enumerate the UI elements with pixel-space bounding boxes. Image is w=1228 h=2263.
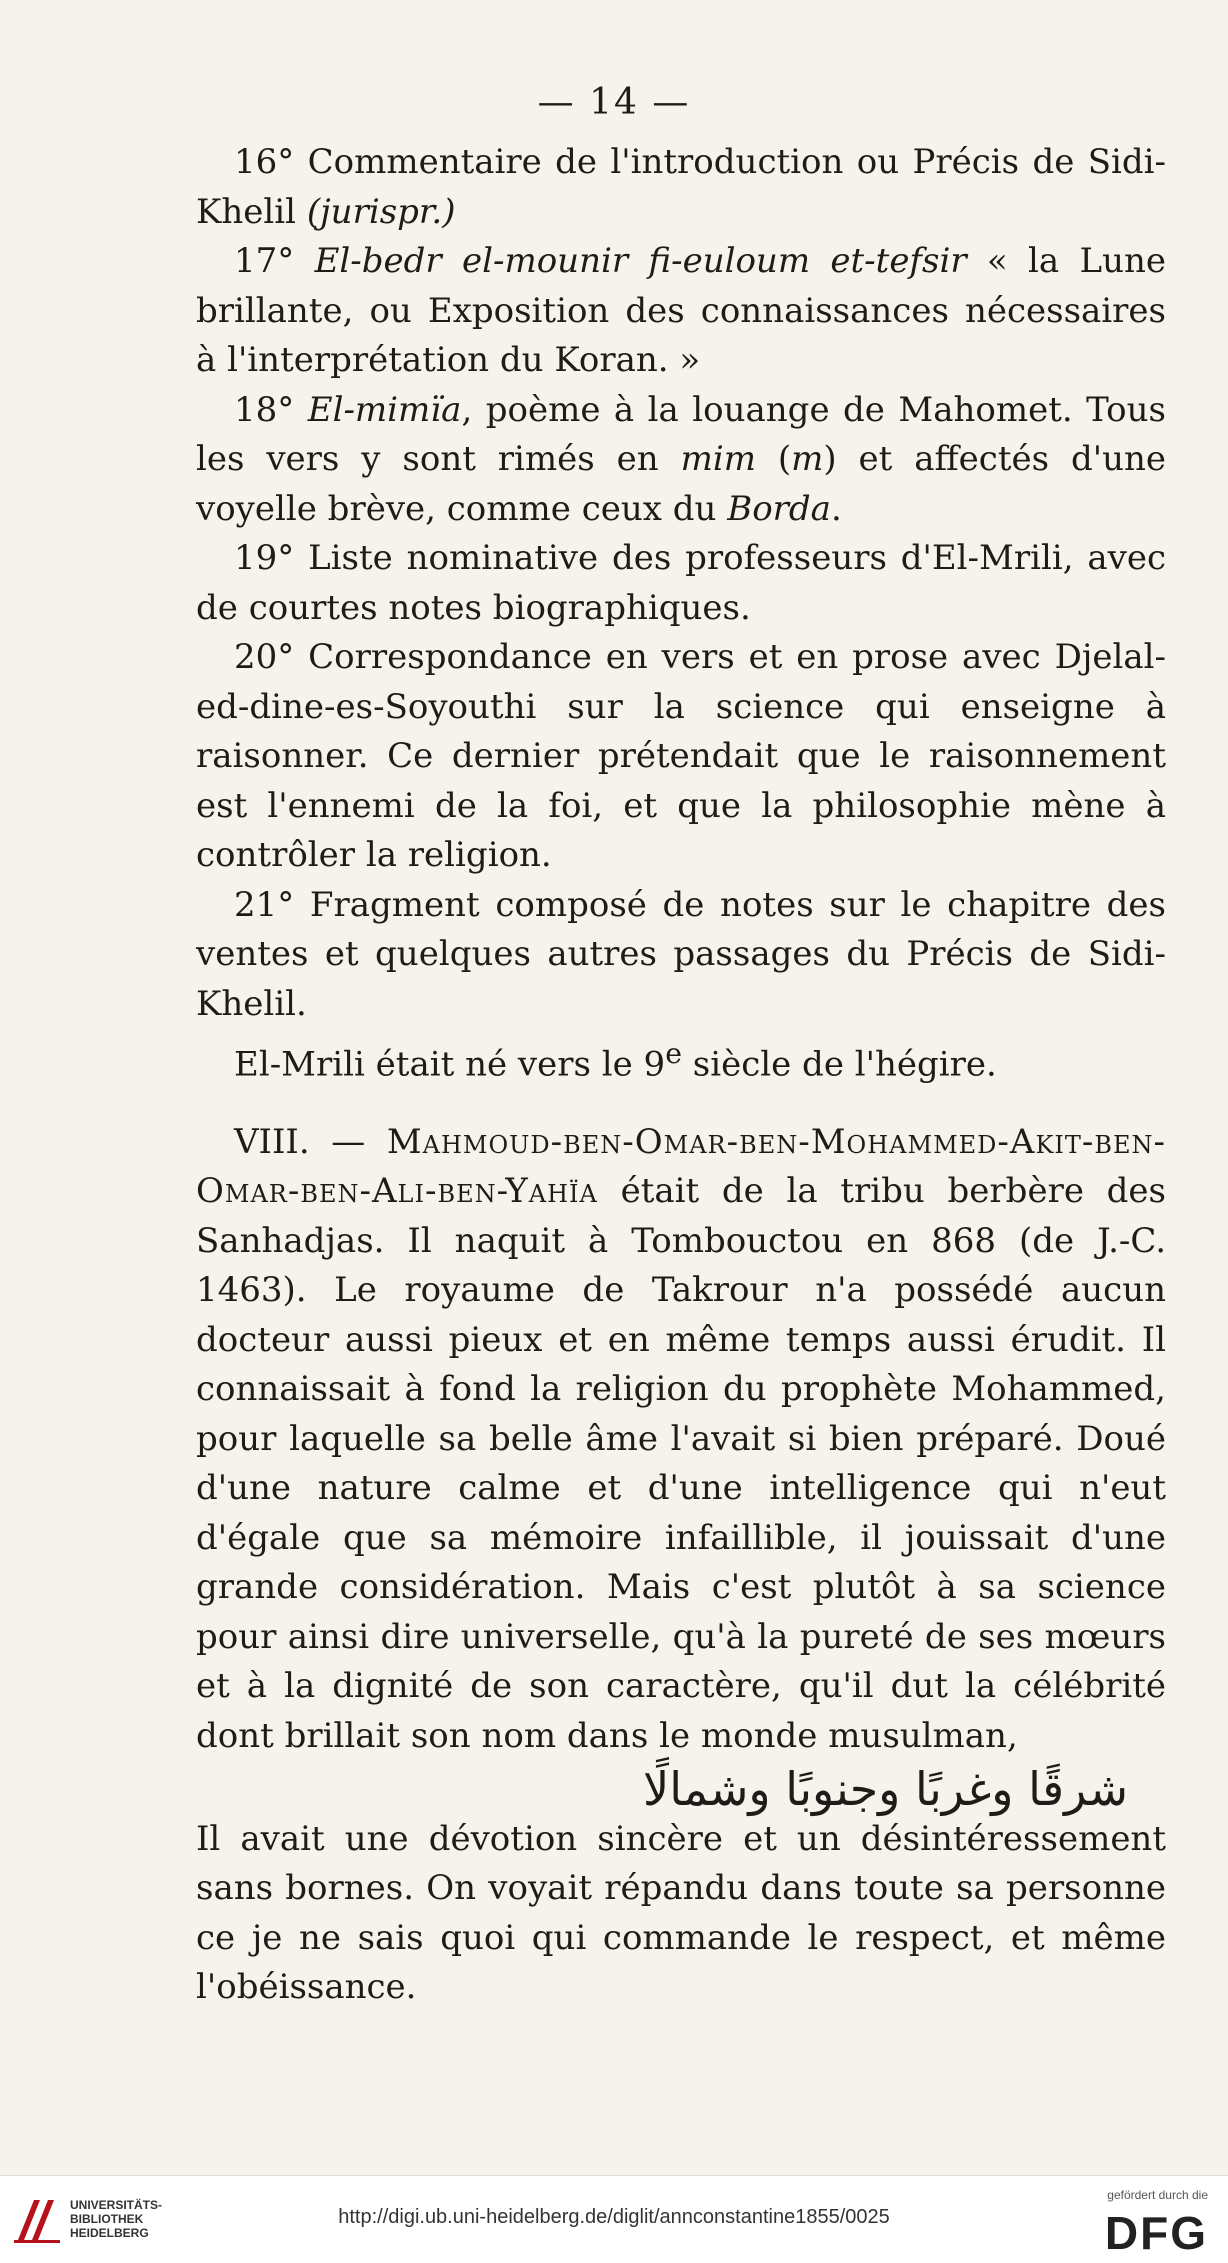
item-number: 21°: [234, 884, 295, 925]
item-text: .: [830, 488, 842, 529]
item-text: Fragment composé de notes sur le chapitre des ventes et quelques autres passages du Précis de Sidi-Khelil.: [196, 884, 1166, 1024]
biography-name: Mahmoud-ben-Omar-ben-Mohammed-Akit-ben-Omar-ben-Ali-ben-Yahïa: [196, 1121, 1166, 1212]
item-text: Correspondance en vers et en prose avec Djelal-ed-dine-es-Soyouthi sur la science qui enseigne à raisonner. Ce dernier prétendait que le raisonnement est l'ennemi de la foi, et que la philosophie mène à contrôler la religion.: [196, 637, 1166, 875]
item-text: (: [755, 439, 792, 479]
list-item-16: [196, 138, 1166, 237]
item-italic: (jurispr.): [306, 191, 456, 232]
item-text: Commentaire de l'introduction ou Précis de Sidi-Khelil: [196, 142, 1166, 232]
birth-note: [196, 1029, 1166, 1090]
section-text: était de la tribu berbère des Sanhadjas. Il naquit à Tombouctou en 868 (de J.-C. 1463). Le royaume de Takrour n'a possédé aucun docteur aussi pieux et en même temps aussi érudit. Il connaissait à fond la religion du prophète Mohammed, pour laquelle sa belle âme l'avait si bien préparé. Doué d'une nature calme et d'une intelligence qui n'eut d'égale que sa mémoire infaillible, il jouissait d'une grande considération. Mais c'est plutôt à sa science pour ainsi dire universelle, qu'à la pureté de ses mœurs et à la dignité de son caractère, qu'il dut la célébrité dont brillait son nom dans le monde musulman,: [196, 1171, 1166, 1756]
item-number: 19°: [234, 538, 295, 578]
page-number: — 14 —: [537, 82, 691, 123]
dfg-logo: DFG: [1104, 2207, 1208, 2259]
institution-line: UNIVERSITÄTS-: [70, 2198, 163, 2212]
list-item-19: [196, 534, 1166, 633]
sponsor-label: gefördert durch die: [1107, 2188, 1208, 2202]
item-number: 18°: [234, 389, 295, 430]
item-number: 20°: [234, 637, 295, 677]
section-dash: —: [309, 1121, 387, 1162]
item-text: El-Mrili était né vers le 9: [234, 1044, 666, 1085]
section-text: Il avait une dévotion sincère et un désintéressement sans bornes. On voyait répandu dans toute sa personne ce je ne sais quoi qui commande le respect, et même l'obéissance.: [196, 1818, 1166, 2008]
item-text: ) et affectés d'une voyelle brève, comme ceux du: [196, 439, 1166, 529]
section-viii: [196, 1118, 1166, 1817]
list-item-18: [196, 386, 1166, 535]
list-item-20: [196, 633, 1166, 881]
list-item-17: [196, 237, 1166, 386]
item-text: siècle de l'hégire.: [681, 1044, 997, 1085]
list-item-21: [196, 881, 1166, 1030]
item-text: Liste nominative des professeurs d'El-Mrili, avec de courtes notes biographiques.: [196, 538, 1166, 628]
section-viii-continued: [196, 1815, 1166, 2013]
permalink-url[interactable]: http://digi.ub.uni-heidelberg.de/diglit/annconstantine1855/0025: [338, 2206, 890, 2228]
institution-line: HEIDELBERG: [70, 2226, 149, 2240]
page-body: [196, 138, 1166, 2013]
item-text: , poème à la louange de Mahomet. Tous les vers y sont rimés en: [196, 389, 1166, 479]
institution-line: BIBLIOTHEK: [70, 2212, 144, 2226]
item-italic: Borda: [727, 488, 831, 529]
digitization-footer: [0, 2175, 1228, 2263]
item-text: « la Lune brillante, ou Exposition des connaissances nécessaires à l'interprétation du Koran. »: [196, 241, 1166, 380]
item-italic: m: [791, 439, 824, 479]
item-number: 17°: [234, 241, 295, 281]
superscript: e: [665, 1037, 682, 1070]
item-italic: El-bedr el-mounir fi-euloum et-tefsir: [314, 241, 967, 281]
item-italic: mim: [680, 439, 756, 479]
item-number: 16°: [234, 142, 295, 182]
arabic-phrase: شرقًا وغربًا وجنوبًا وشمالًا: [643, 1762, 1128, 1817]
item-italic: El-mimïa: [307, 389, 462, 430]
section-numeral: VIII.: [234, 1121, 310, 1162]
